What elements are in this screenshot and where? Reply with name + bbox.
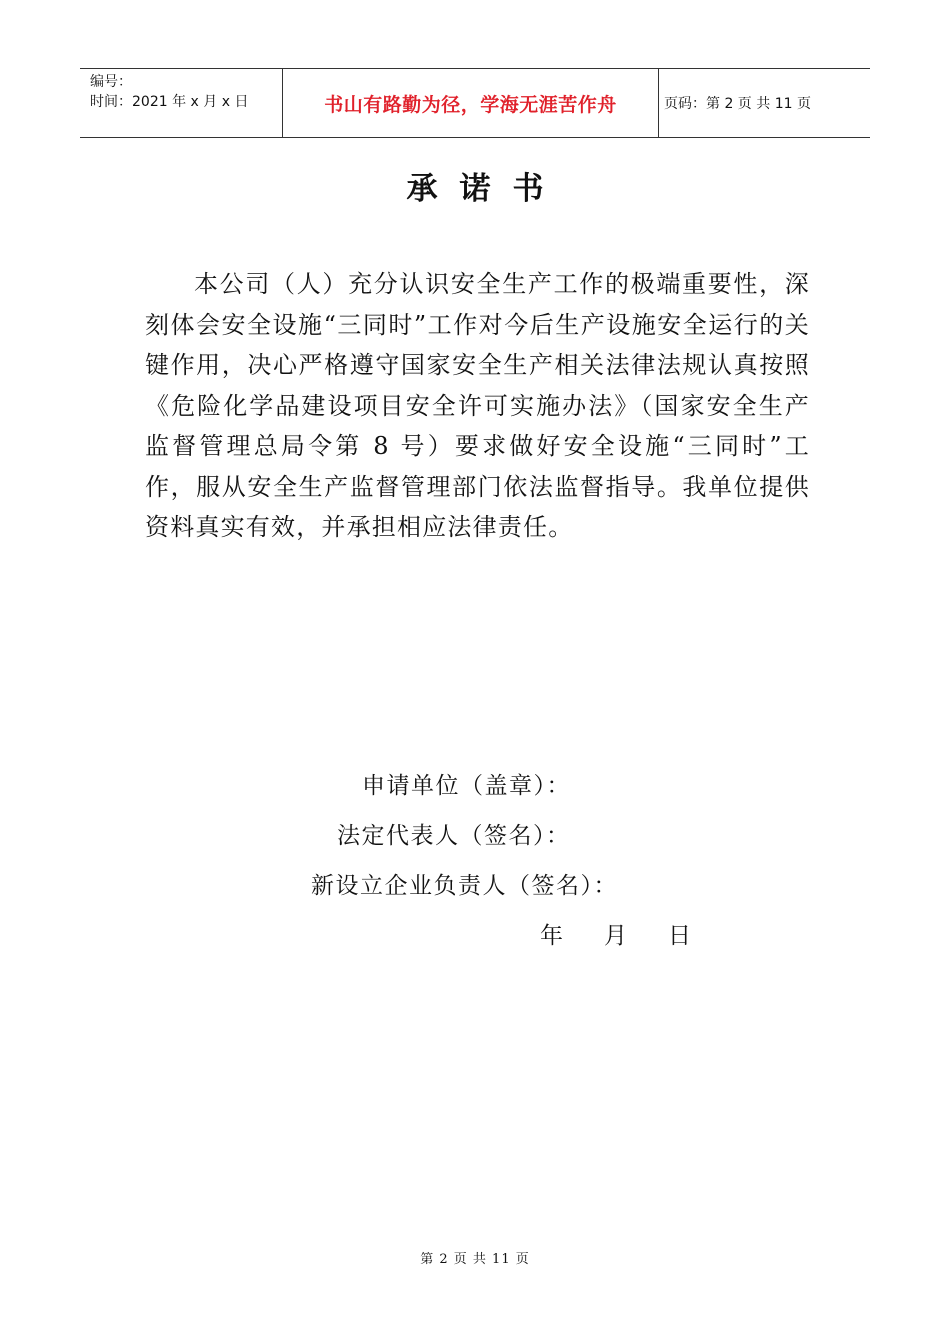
page-footer: 第 2 页 共 11 页 — [420, 1252, 530, 1267]
document-title: 承诺书 — [406, 171, 566, 207]
document-time: 时间：2021 年 x 月 x 日 — [90, 94, 249, 110]
header-meta — [80, 69, 282, 137]
commitment-paragraph: 本公司（人）充分认识安全生产工作的极端重要性，深刻体会安全设施“三同时”工作对今后生产设施安全运行的关键作用，决心严格遵守国家安全生产相关法律法规认真按照《危险化学品建设项目安全许可实施办法》（国家安全生产监督管理总局令第 8 号）要求做好安全设施“三同时”工作，服从安全生产监督管理部门依法监督指导。我单位提供资料真实有效，并承担相应法律责任。 — [145, 270, 810, 541]
applicant-seal-line: 申请单位（盖章）： — [362, 773, 571, 799]
date-day: 日 — [668, 923, 691, 949]
header-page-code: 页码：第 2 页 共 11 页 — [664, 96, 811, 112]
header-motto-cell — [282, 69, 659, 137]
legal-rep-signature-line: 法定代表人（签名）： — [337, 823, 571, 849]
page-header — [80, 68, 870, 138]
date-month: 月 — [604, 923, 627, 949]
date-line — [540, 917, 691, 950]
header-motto: 书山有路勤为径，学海无涯苦作舟 — [324, 93, 617, 116]
document-number-label: 编号： — [90, 74, 132, 90]
commitment-body — [145, 264, 810, 548]
date-year: 年 — [540, 923, 563, 949]
new-company-head-signature-line: 新设立企业负责人（签名）： — [311, 873, 618, 899]
